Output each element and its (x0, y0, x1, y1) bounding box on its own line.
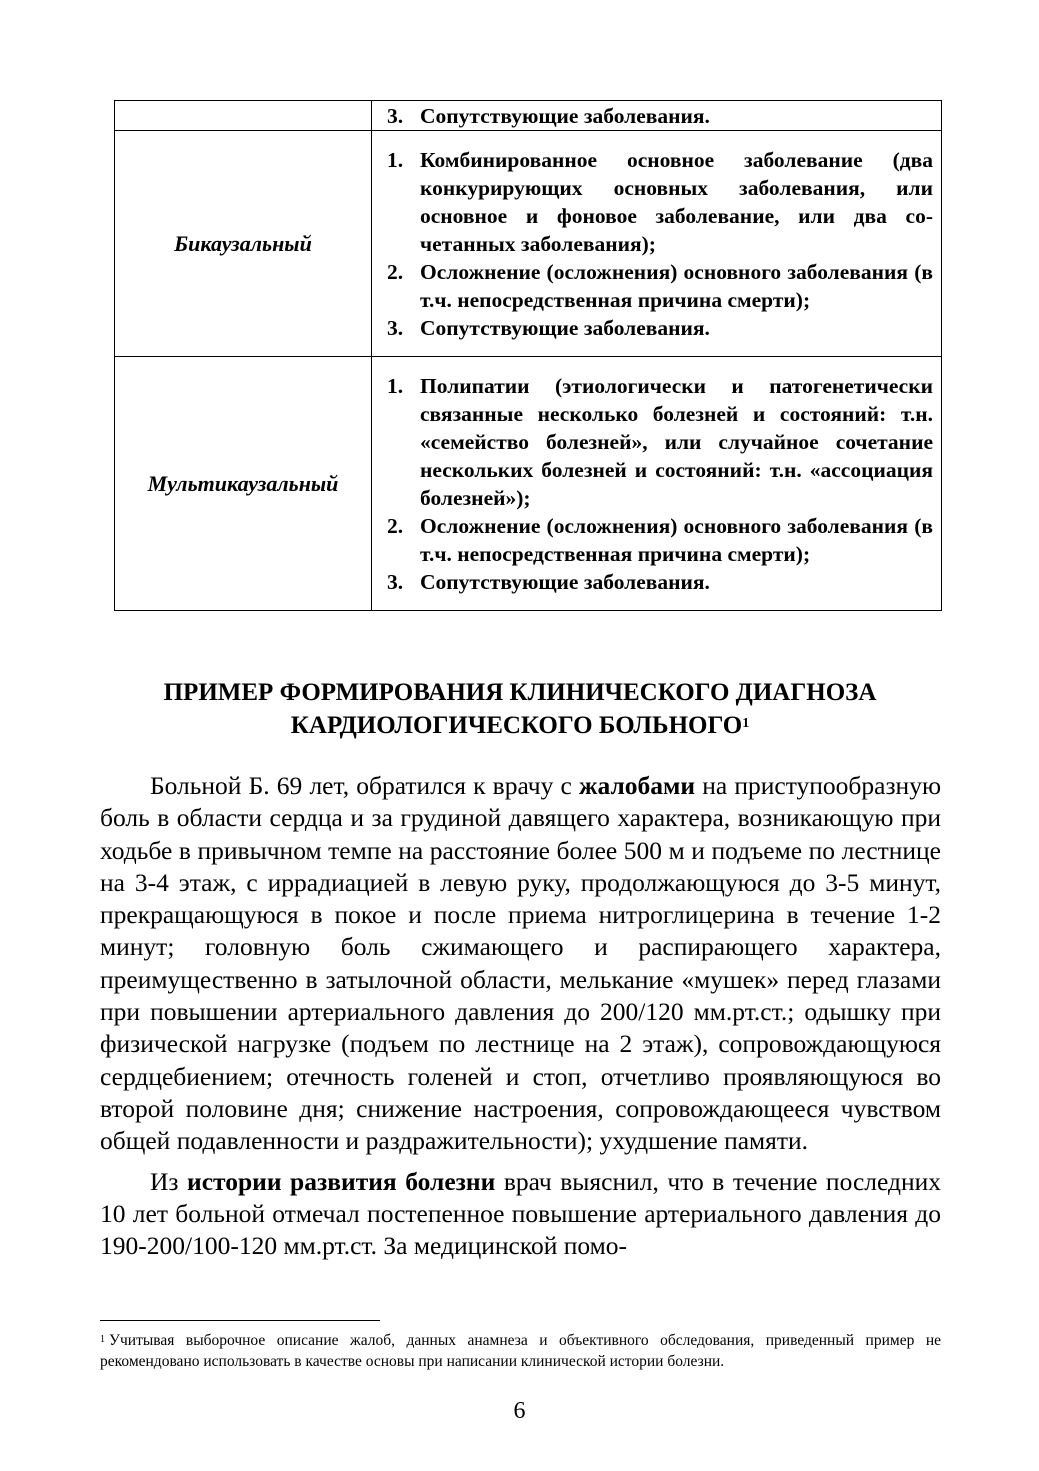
diagnosis-structure-table (114, 100, 942, 611)
list-item: 3. Сопутствующие заболевания. (387, 569, 710, 594)
category-cell (115, 357, 372, 611)
list-item: 1. Комбинированное основное заболевание (два конкурирующих основных заболевания, или основное и фоновое заболевание, или два сочетанных заболевания); (387, 147, 933, 256)
list-item: 2. Осложнение (осложнения) основного заболевания (в т.ч. непосредственная причина смерти); (387, 513, 933, 566)
footnote: $^1$ Учитывая выборочное описание жалоб, данных анамнеза и объективного обследования, приведенный пример не рекомендовано использовать в качестве основы при написании клинической истории болезни. (100, 1332, 941, 1370)
table-row (115, 131, 942, 357)
table-row (115, 357, 942, 611)
footnote-mark: 1 (100, 1334, 105, 1345)
list-item: 3. Сопутствующие заболевания. (387, 315, 710, 340)
table-row (115, 101, 942, 131)
section-heading (90, 676, 950, 742)
paragraph-complaints: Больной Б. 69 лет, обратился к врачу с жалобами на приступообразную боль в области сердца и за грудиной давящего характера, возникающую при ходьбе в привычном темпе на расстояние более 500 м и подъеме по лестнице на 3-4 этаж, с иррадиацией в левую руку, продолжающуюся до 3-5 минут, прекращающуюся в покое и после приема нитроглицерина в течение 1-2 минут; головную боль сжимающего и распирающего характера, преимущественно в затылочной области, мелькание «мушек» перед глазами при повышении артериального давления до 200/120 мм.рт.ст.; одышку при физической нагрузке (подъем по лестнице на 2 этаж), сопровождающуюся сердцебиением; отечность голеней и стоп, отчетливо проявляющуюся во второй половине дня; снижение настроения, сопровождающееся чувством общей подавленности и раздражительности); ухудшение памяти. (100, 771, 941, 1156)
items-cell (372, 131, 942, 357)
items-cell (372, 357, 942, 611)
category-cell (115, 131, 372, 357)
list-item: 1. Полипатии (этиологически и патогенетически связанные несколько болезней и состояний: т.н. «семейство болезней», или случайное сочетание нескольких болезней и состояний: т.н. «ассоциация болезней»); (387, 373, 933, 510)
items-cell (372, 101, 942, 131)
category-label: Мультикаузальный (147, 470, 339, 496)
paragraph-history: Из истории развития болезни врач выяснил, что в течение последних 10 лет больной отмечал постепенное повышение артериального давления до 190-200/100-120 мм.рт.ст. За медицинской помо- (100, 1166, 941, 1261)
body-text (100, 770, 941, 1270)
list-item: 3. Сопутствующие заболевания. (387, 103, 710, 128)
footnote-mark: 1 (742, 716, 750, 731)
heading-line-2: КАРДИОЛОГИЧЕСКОГО БОЛЬНОГО$^1$ (290, 712, 750, 739)
category-cell (115, 101, 372, 131)
list-item: 2. Осложнение (осложнения) основного заболевания (в т.ч. непосредственная причина смерти); (387, 259, 933, 312)
heading-line-1: ПРИМЕР ФОРМИРОВАНИЯ КЛИНИЧЕСКОГО ДИАГНОЗА (163, 679, 877, 706)
page-number: 6 (513, 1398, 526, 1424)
footnote-divider (100, 1320, 380, 1321)
category-label: Бикаузальный (174, 230, 312, 256)
